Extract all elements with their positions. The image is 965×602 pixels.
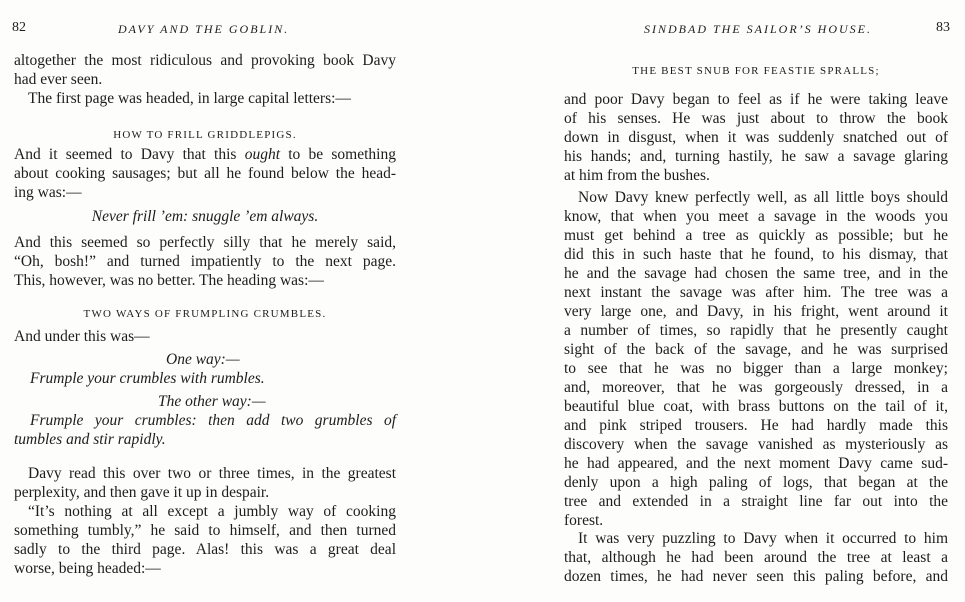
section-heading: TWO WAYS OF FRUMPLING CRUMBLES. xyxy=(83,308,327,320)
page-number: 83 xyxy=(936,20,950,35)
text-line: altogether the most ridiculous and provoking book Davy xyxy=(14,52,396,69)
text-line: to see that he was no bigger than a large monkey; xyxy=(564,360,948,377)
text-line: forest. xyxy=(564,512,604,529)
text-line: about cooking sausages; but all he found below the head- xyxy=(14,165,396,182)
text-line: perplexity, and then gave it up in despair. xyxy=(14,484,270,501)
text-line: a number of times, so rapidly that he presently caught xyxy=(564,322,948,339)
recipe-line: The other way:— xyxy=(158,393,266,410)
left-page xyxy=(0,0,440,602)
text-line: worse, being headed:— xyxy=(14,560,161,577)
recipe-line: Frumple your crumbles: then add two grumbles of xyxy=(30,412,396,429)
text-line: and pink striped trousers. He had hardly made this xyxy=(564,417,948,434)
page-number: 82 xyxy=(12,20,26,35)
text-line: Davy read this over two or three times, in the greatest xyxy=(28,465,396,482)
text-line: discovery when the savage vanished as mysteriously as xyxy=(564,436,948,453)
text-line: he had appeared, and the next moment Davy came sud- xyxy=(564,455,948,472)
text-line: down in disgust, when it was suddenly snatched out of xyxy=(564,129,948,146)
running-head: SINDBAD THE SAILOR’S HOUSE. xyxy=(644,22,872,36)
text-line: And this seemed so perfectly silly that he merely said, xyxy=(14,234,396,251)
text-line: and poor Davy began to feel as if he were taking leave xyxy=(564,91,948,108)
text-line: must get behind a tree as quickly as possible; but he xyxy=(564,227,948,244)
motto-line: Never frill ’em: snuggle ’em always. xyxy=(91,208,319,225)
section-heading: THE BEST SNUB FOR FEASTIE SPRALLS; xyxy=(632,65,880,77)
text-line: denly upon a high paling of logs, that began at the xyxy=(564,474,948,491)
text-line: This, however, was no better. The heading was:— xyxy=(14,272,324,289)
text-line: ing was:— xyxy=(14,184,82,201)
recipe-line: Frumple your crumbles with rumbles. xyxy=(30,370,265,387)
text-line: tree and extended in a straight line far out into the xyxy=(564,493,948,510)
text-line: beautiful blue coat, with brass buttons on the tail of it, xyxy=(564,398,948,415)
text-line: at him from the bushes. xyxy=(564,167,710,184)
text-line: know, that when you meet a savage in the woods you xyxy=(564,208,948,225)
text-line: that, although he had been around the tree at least a xyxy=(564,549,948,566)
section-heading: HOW TO FRILL GRIDDLEPIGS. xyxy=(113,129,297,141)
text-line: And under this was— xyxy=(14,328,150,345)
text-line: And it seemed to Davy that this ought to be something xyxy=(14,146,396,163)
text-line: sadly to the third page. Alas! this was a great deal xyxy=(14,541,396,558)
text-line: “Oh, bosh!” and turned impatiently to the next page. xyxy=(14,253,396,270)
running-head: DAVY AND THE GOBLIN. xyxy=(118,22,290,36)
text-line: The first page was headed, in large capital letters:— xyxy=(28,90,351,107)
recipe-line: tumbles and stir rapidly. xyxy=(14,431,166,448)
text-line: next instant the savage was after him. The tree was a xyxy=(564,284,948,301)
text-line: his hands; and, turning hastily, he saw a savage glaring xyxy=(564,148,948,165)
text-line: “It’s nothing at all except a jumbly way of cooking xyxy=(28,503,396,520)
text-line: Now Davy knew perfectly well, as all little boys should xyxy=(578,189,948,206)
text-line: dozen times, he had never seen this paling before, and xyxy=(564,568,948,585)
text-line: It was very puzzling to Davy when it occurred to him xyxy=(578,530,948,547)
text-line: did this in such haste that he found, to his dismay, that xyxy=(564,246,948,263)
text-line: very large one, and Davy, in his fright, went around it xyxy=(564,303,948,320)
text-line: something tumbly,” he said to himself, and then turned xyxy=(14,522,396,539)
text-line: sight of the back of the savage, and he was surprised xyxy=(564,341,948,358)
text-line: of his senses. He was just about to throw the book xyxy=(564,110,948,127)
right-page xyxy=(550,0,965,602)
text-line: had ever seen. xyxy=(14,71,103,88)
text-line: he and the savage had chosen the same tree, and in the xyxy=(564,265,948,282)
text-line: and, moreover, that he was gorgeously dressed, in a xyxy=(564,379,948,396)
recipe-line: One way:— xyxy=(166,351,240,368)
